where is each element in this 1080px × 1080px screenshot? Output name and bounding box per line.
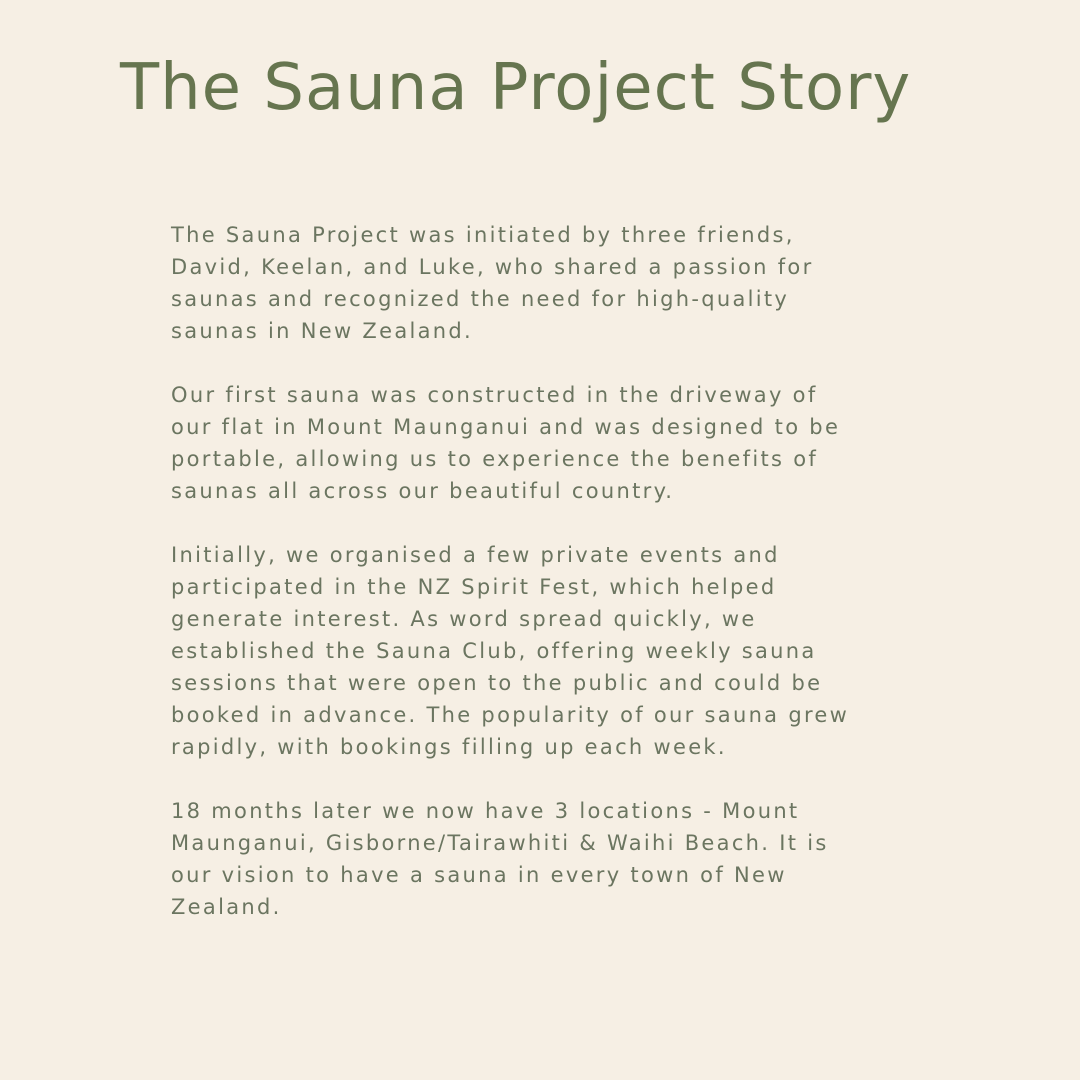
text-line: The Sauna Project was initiated by three friends, — [171, 223, 795, 247]
text-line: sessions that were open to the public and could be — [171, 671, 823, 695]
text-line: Zealand. — [171, 895, 282, 919]
paragraph-locations — [171, 795, 931, 923]
text-line: Our first sauna was constructed in the driveway of — [171, 383, 818, 407]
paragraph-sauna-club — [171, 539, 931, 763]
text-line: portable, allowing us to experience the benefits of — [171, 447, 819, 471]
text-line: participated in the NZ Spirit Fest, which helped — [171, 575, 777, 599]
text-line: booked in advance. The popularity of our sauna grew — [171, 703, 850, 727]
text-line: rapidly, with bookings filling up each week. — [171, 735, 727, 759]
story-body — [171, 219, 931, 955]
text-line: 18 months later we now have 3 locations - Mount — [171, 799, 800, 823]
text-line: saunas and recognized the need for high-quality — [171, 287, 790, 311]
text-line: Maunganui, Gisborne/Tairawhiti & Waihi Beach. It is — [171, 831, 829, 855]
text-line: saunas all across our beautiful country. — [171, 479, 675, 503]
text-line: established the Sauna Club, offering weekly sauna — [171, 639, 817, 663]
text-line: generate interest. As word spread quickly, we — [171, 607, 757, 631]
paragraph-first-sauna — [171, 379, 931, 507]
text-line: our vision to have a sauna in every town of New — [171, 863, 787, 887]
text-line: Initially, we organised a few private events and — [171, 543, 780, 567]
text-line: David, Keelan, and Luke, who shared a passion for — [171, 255, 814, 279]
text-line: saunas in New Zealand. — [171, 319, 474, 343]
text-line: our flat in Mount Maunganui and was designed to be — [171, 415, 841, 439]
page-title: The Sauna Project Story — [120, 51, 912, 125]
paragraph-origin — [171, 219, 931, 347]
